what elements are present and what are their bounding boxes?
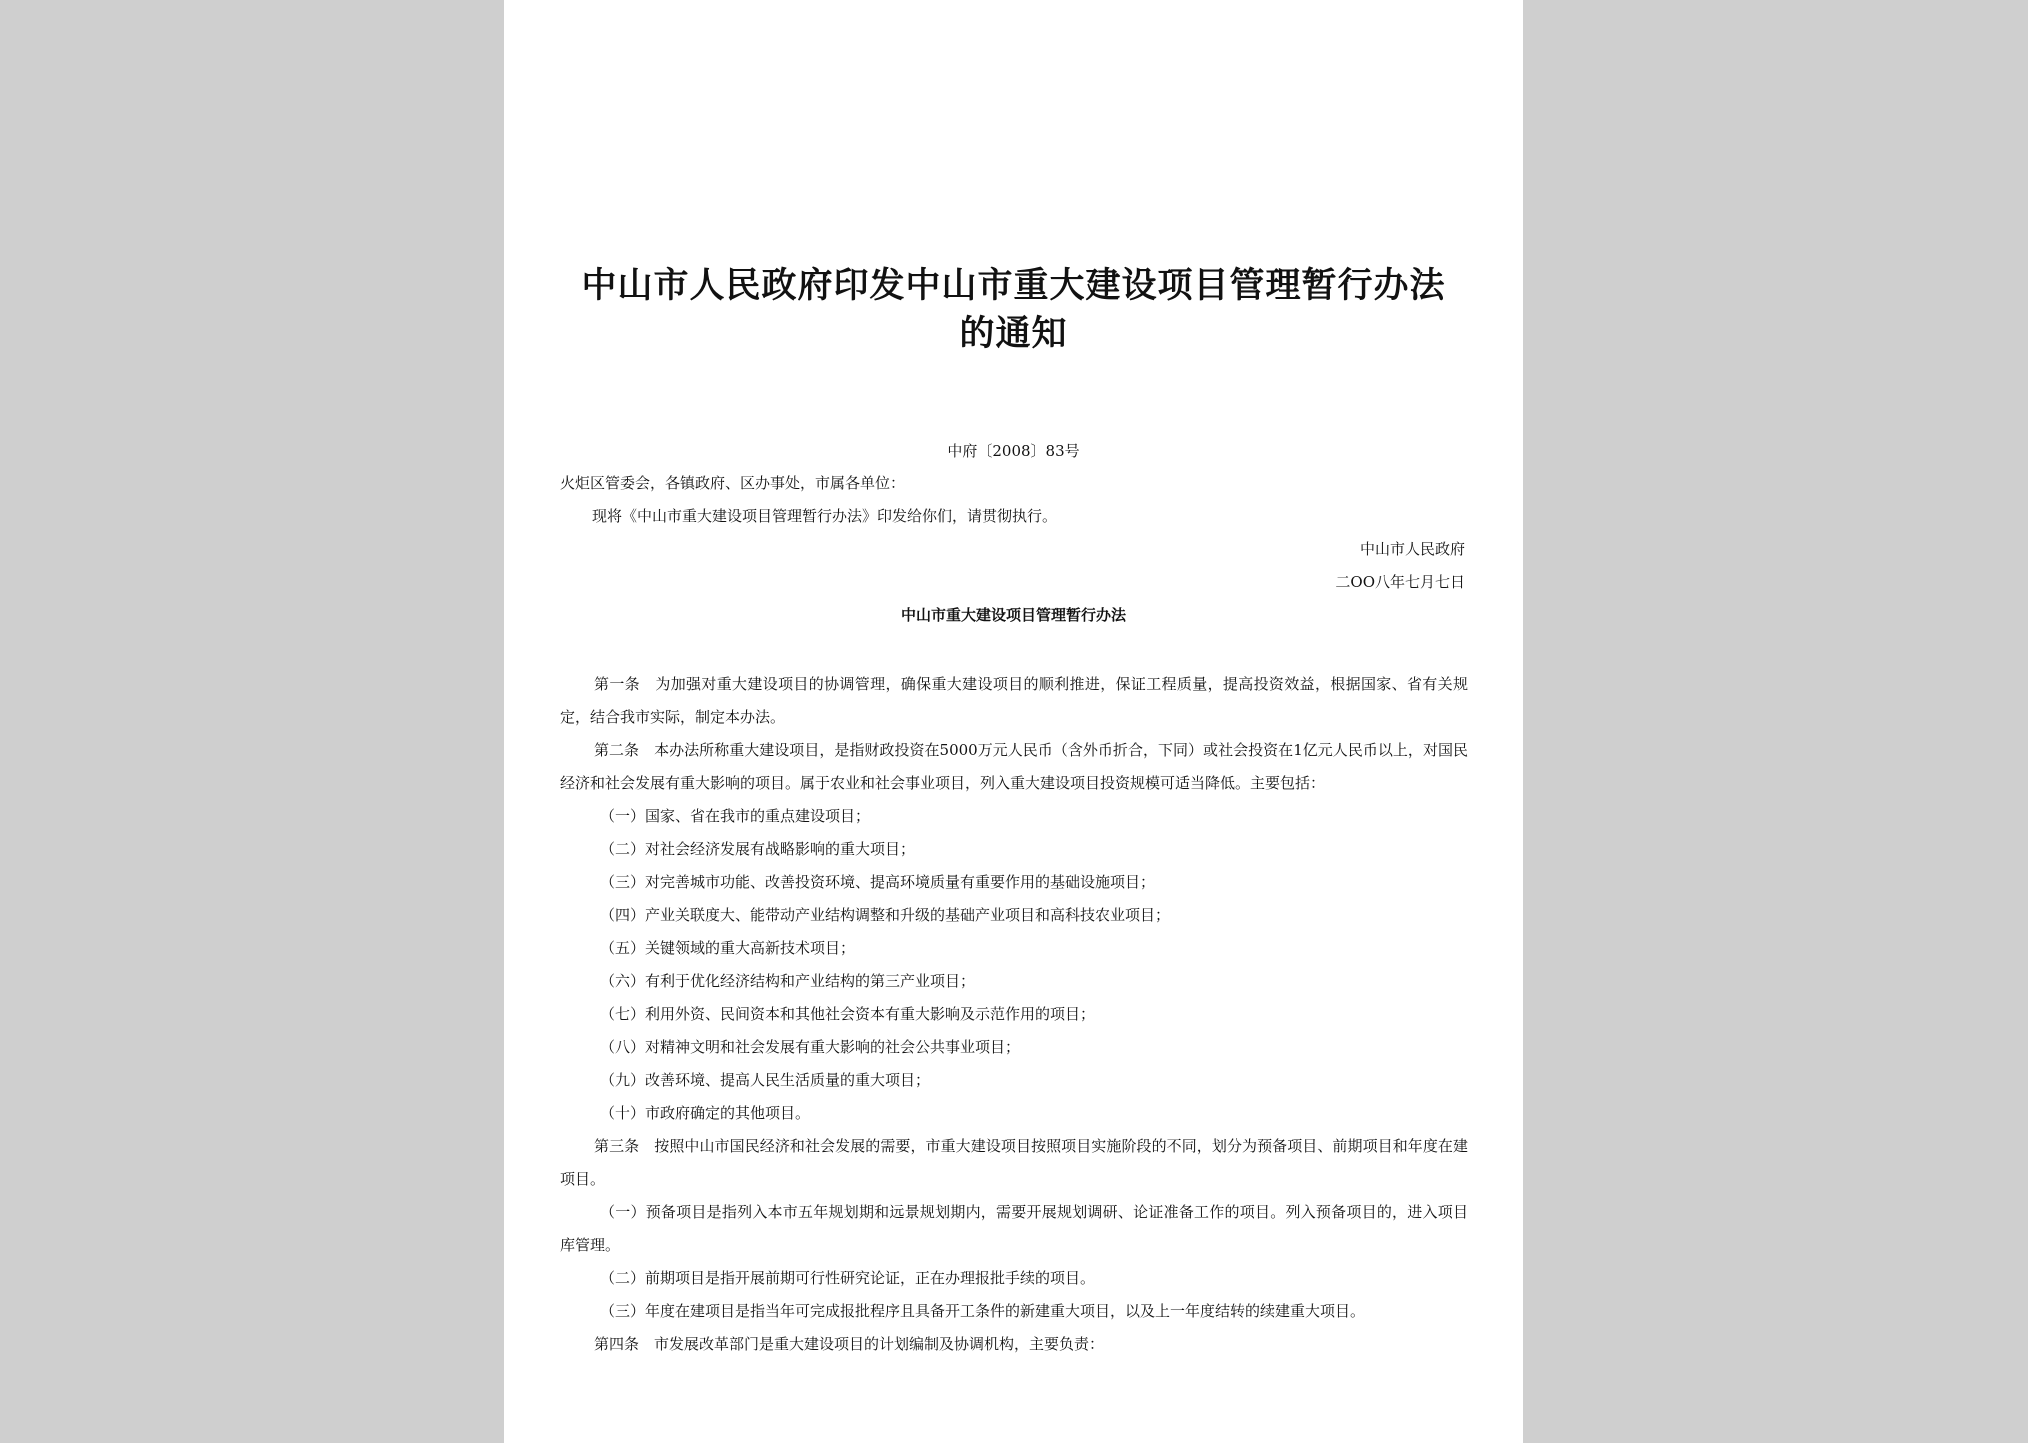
article-2-item: （三）对完善城市功能、改善投资环境、提高环境质量有重要作用的基础设施项目；: [600, 873, 1156, 891]
article-4: 第四条 市发展改革部门是重大建设项目的计划编制及协调机构，主要负责：: [594, 1335, 1105, 1353]
article-3: 第三条 按照中山市国民经济和社会发展的需要，市重大建设项目按照项目实施阶段的不同，划分为预备项目、前期项目和年度在建项目。: [560, 1137, 1468, 1188]
notice-text: 现将《中山市重大建设项目管理暂行办法》印发给你们，请贯彻执行。: [592, 507, 1058, 525]
article-2-item: （二）对社会经济发展有战略影响的重大项目；: [600, 840, 916, 858]
article-1: 第一条 为加强对重大建设项目的协调管理，确保重大建设项目的顺利推进，保证工程质量，提高投资效益，根据国家、省有关规定，结合我市实际，制定本办法。: [560, 675, 1468, 726]
article-2-item: （六）有利于优化经济结构和产业结构的第三产业项目；: [600, 972, 976, 990]
title-line-1: 中山市人民政府印发中山市重大建设项目管理暂行办法: [581, 266, 1446, 306]
title-line-2: 的通知: [959, 314, 1068, 354]
article-2-item: （八）对精神文明和社会发展有重大影响的社会公共事业项目；: [600, 1038, 1021, 1056]
article-2-item: （九）改善环境、提高人民生活质量的重大项目；: [600, 1071, 931, 1089]
document-number: 中府〔2008〕83号: [947, 442, 1080, 460]
article-3-item-2: （二）前期项目是指开展前期可行性研究论证，正在办理报批手续的项目。: [600, 1269, 1096, 1287]
document-page: [504, 0, 1523, 1443]
signer: 中山市人民政府: [1359, 540, 1465, 558]
regulation-subtitle: 中山市重大建设项目管理暂行办法: [900, 606, 1126, 624]
article-3-item-1: （一）预备项目是指列入本市五年规划期和远景规划期内，需要开展规划调研、论证准备工作的项目。列入预备项目的，进入项目库管理。: [560, 1203, 1468, 1254]
article-2: 第二条 本办法所称重大建设项目，是指财政投资在5000万元人民币（含外币折合，下同）或社会投资在1亿元人民币以上，对国民经济和社会发展有重大影响的项目。属于农业和社会事业项目，列入重大建设项目投资规模可适当降低。主要包括：: [560, 741, 1468, 792]
article-2-item: （一）国家、省在我市的重点建设项目；: [600, 807, 871, 825]
article-2-item: （七）利用外资、民间资本和其他社会资本有重大影响及示范作用的项目；: [600, 1005, 1096, 1023]
article-2-item: （五）关键领域的重大高新技术项目；: [600, 939, 856, 957]
document-title: [544, 262, 1483, 358]
regulation-body: [560, 668, 1468, 1361]
article-3-item-3: （三）年度在建项目是指当年可完成报批程序且具备开工条件的新建重大项目，以及上一年度结转的续建重大项目。: [600, 1302, 1366, 1320]
article-2-item: （十）市政府确定的其他项目。: [600, 1104, 811, 1122]
article-2-item: （四）产业关联度大、能带动产业结构调整和升级的基础产业项目和高科技农业项目；: [600, 906, 1171, 924]
recipients-line: 火炬区管委会，各镇政府、区办事处，市属各单位：: [560, 474, 906, 492]
issue-date: 二ΟΟ八年七月七日: [1335, 573, 1465, 591]
